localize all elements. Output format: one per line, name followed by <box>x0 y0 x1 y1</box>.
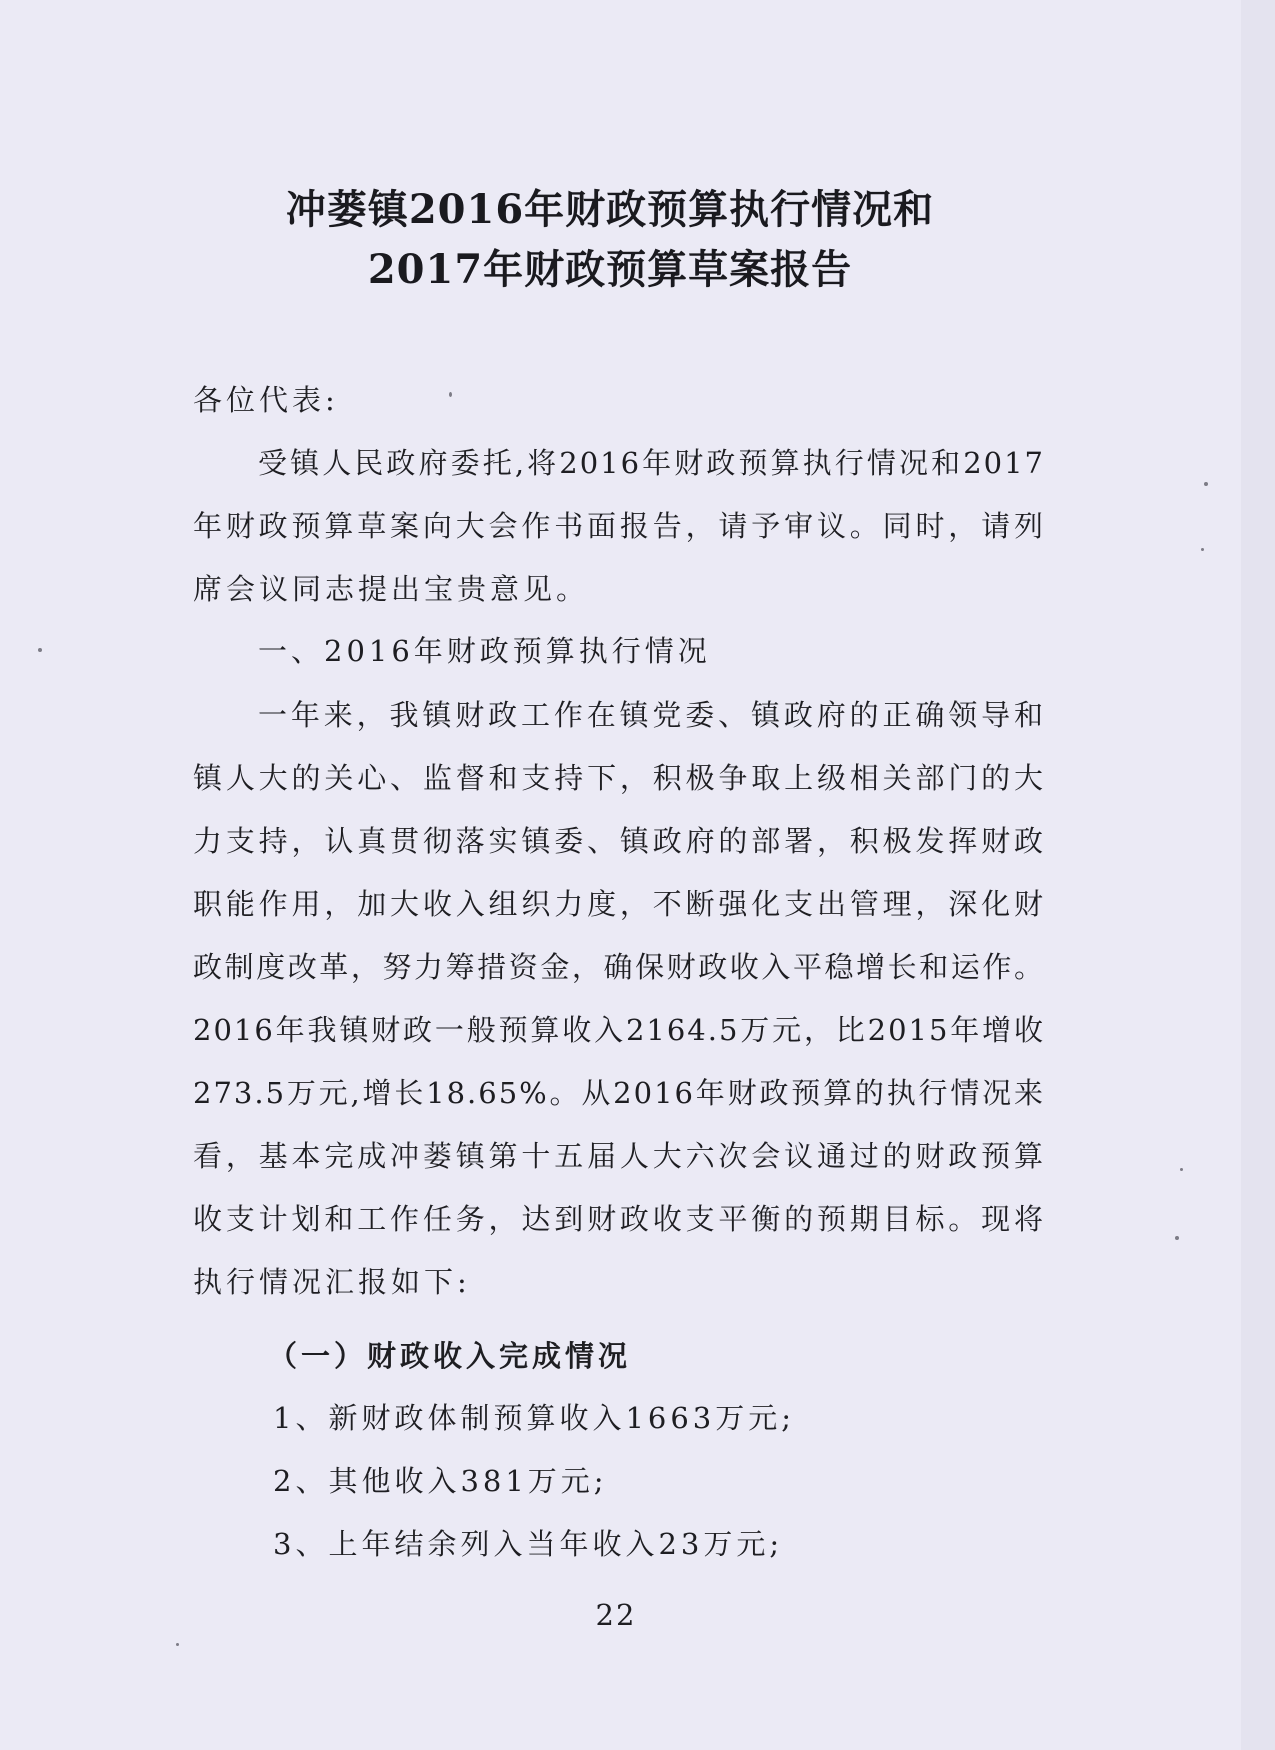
report-title-line-2: 2017年财政预算草案报告 <box>367 246 853 293</box>
list-item: 3、上年结余列入当年收入23万元; <box>273 1527 784 1561</box>
paragraph-line: 政制度改革，努力筹措资金，确保财政收入平稳增长和运作。 <box>193 950 1045 984</box>
section-heading: 一、2016年财政预算执行情况 <box>258 634 711 668</box>
scan-speck <box>1180 1168 1183 1171</box>
subsection-heading: （一）财政收入完成情况 <box>268 1339 632 1373</box>
scan-speck <box>449 392 452 397</box>
scan-speck <box>1204 482 1208 486</box>
paragraph-line: 职能作用，加大收入组织力度，不断强化支出管理，深化财 <box>193 887 1045 921</box>
scan-speck <box>176 1643 179 1646</box>
paragraph-line: 看，基本完成冲蒌镇第十五届人大六次会议通过的财政预算 <box>193 1139 1045 1173</box>
report-title-line-1: 冲蒌镇2016年财政预算执行情况和 <box>285 186 935 233</box>
scan-speck <box>38 648 42 652</box>
paragraph-line: 年财政预算草案向大会作书面报告，请予审议。同时，请列 <box>193 509 1045 543</box>
paragraph-line: 收支计划和工作任务，达到财政收支平衡的预期目标。现将 <box>193 1202 1045 1236</box>
paragraph-line: 执行情况汇报如下: <box>193 1265 471 1299</box>
paragraph-line: 镇人大的关心、监督和支持下，积极争取上级相关部门的大 <box>193 761 1045 795</box>
paragraph-line: 受镇人民政府委托,将2016年财政预算执行情况和2017 <box>258 446 1045 480</box>
scan-edge <box>1241 0 1275 1750</box>
list-item: 2、其他收入381万元; <box>273 1464 608 1498</box>
page-number: 22 <box>595 1598 637 1632</box>
paragraph-line: 一年来，我镇财政工作在镇党委、镇政府的正确领导和 <box>258 698 1045 732</box>
list-item: 1、新财政体制预算收入1663万元; <box>273 1401 796 1435</box>
salutation: 各位代表: <box>193 383 339 417</box>
scan-speck <box>1201 548 1204 551</box>
paragraph-line: 273.5万元,增长18.65%。从2016年财政预算的执行情况来 <box>193 1076 1045 1110</box>
paragraph-line: 席会议同志提出宝贵意见。 <box>193 572 590 606</box>
paragraph-line: 力支持，认真贯彻落实镇委、镇政府的部署，积极发挥财政 <box>193 824 1045 858</box>
paragraph-line: 2016年我镇财政一般预算收入2164.5万元，比2015年增收 <box>193 1013 1045 1047</box>
scan-speck <box>1175 1236 1179 1240</box>
